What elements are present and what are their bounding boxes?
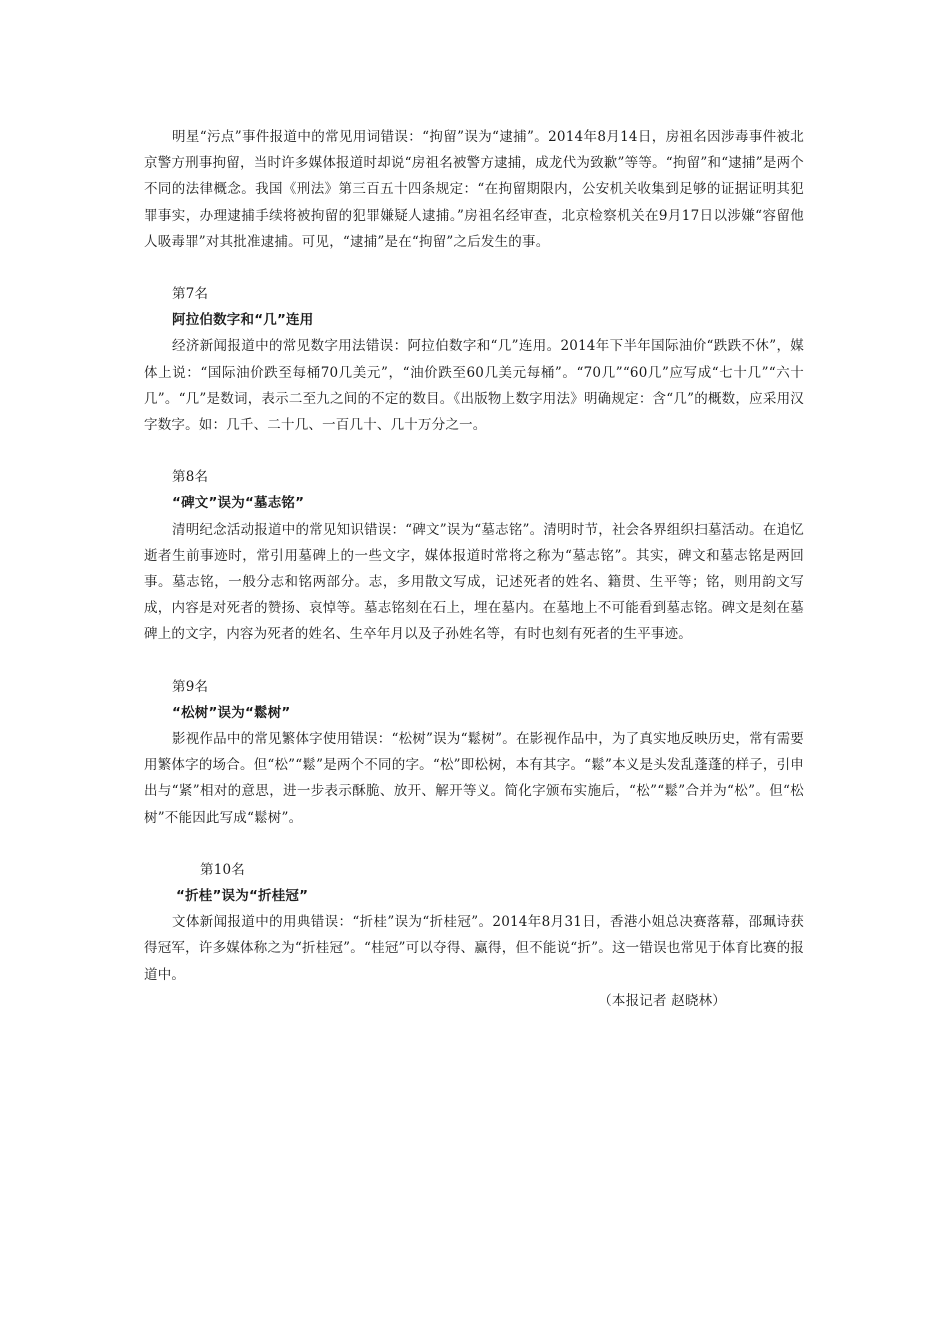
- section-body: 影视作品中的常见繁体字使用错误：“松树”误为“鬆树”。在影视作品中，为了真实地反映历史，常有需要用繁体字的场合。但“松”“鬆”是两个不同的字。“松”即松树，本有其字。“鬆”本义是头发乱蓬蓬的样子，引申出与“紧”相对的意思，进一步表示酥脆、放开、解开等义。简化字颁布实施后，“松”“鬆”合并为“松”。但“松树”不能因此写成“鬆树”。: [144, 731, 804, 826]
- section-rank-10: [144, 857, 804, 1014]
- section-rank-9: [144, 674, 804, 831]
- reporter-byline: （本报记者 赵晓林）: [598, 992, 726, 1009]
- section-rank-label: 第10名: [200, 861, 245, 878]
- section-rank-label: 第7名: [172, 286, 209, 303]
- section-rank-7: [144, 281, 804, 438]
- intro-paragraph: 明星“污点”事件报道中的常见用词错误：“拘留”误为“逮捕”。2014年8月14日，房祖名因涉毒事件被北京警方刑事拘留，当时许多媒体报道时却说“房祖名被警方逮捕，成龙代为致歉”等等。“拘留”和“逮捕”是两个不同的法律概念。我国《刑法》第三百五十四条规定：“在拘留期限内，公安机关收集到足够的证据证明其犯罪事实，办理逮捕手续将被拘留的犯罪嫌疑人逮捕。”房祖名经审查，北京检察机关在9月17日以涉嫌“容留他人吸毒罪”对其批准逮捕。可见，“逮捕”是在“拘留”之后发生的事。: [144, 129, 804, 250]
- section-heading: 阿拉伯数字和“几”连用: [172, 312, 314, 329]
- section-rank-label: 第8名: [172, 469, 209, 486]
- article: [144, 124, 804, 1014]
- section-heading: “折桂”误为“折桂冠”: [176, 888, 309, 905]
- section-heading: “松树”误为“鬆树”: [172, 704, 291, 721]
- section-rank-8: [144, 464, 804, 647]
- section-body: 文体新闻报道中的用典错误：“折桂”误为“折桂冠”。2014年8月31日，香港小姐总决赛落幕，邵珮诗获得冠军，许多媒体称之为“折桂冠”。“桂冠”可以夺得、赢得，但不能说“折”。这一错误也常见于体育比赛的报道中。: [144, 914, 804, 983]
- section-rank-label: 第9名: [172, 678, 209, 695]
- section-body: 经济新闻报道中的常见数字用法错误：阿拉伯数字和“几”连用。2014年下半年国际油价“跌跌不休”，媒体上说：“国际油价跌至每桶70几美元”，“油价跌至60几美元每桶”。“70几”“60几”应写成“七十几”“六十几”。“几”是数词，表示二至九之间的不定的数目。《出版物上数字用法》明确规定：含“几”的概数，应采用汉字数字。如：几千、二十几、一百几十、几十万分之一。: [144, 338, 804, 434]
- section-body: 清明纪念活动报道中的常见知识错误：“碑文”误为“墓志铭”。清明时节，社会各界组织扫墓活动。在追忆逝者生前事迹时，常引用墓碑上的一些文字，媒体报道时常将之称为“墓志铭”。其实，碑文和墓志铭是两回事。墓志铭，一般分志和铭两部分。志，多用散文写成，记述死者的姓名、籍贯、生平等；铭，则用韵文写成，内容是对死者的赞扬、哀悼等。墓志铭刻在石上，埋在墓内。在墓地上不可能看到墓志铭。碑文是刻在墓碑上的文字，内容为死者的姓名、生卒年月以及子孙姓名等，有时也刻有死者的生平事迹。: [144, 521, 804, 643]
- section-heading: “碑文”误为“墓志铭”: [172, 495, 305, 512]
